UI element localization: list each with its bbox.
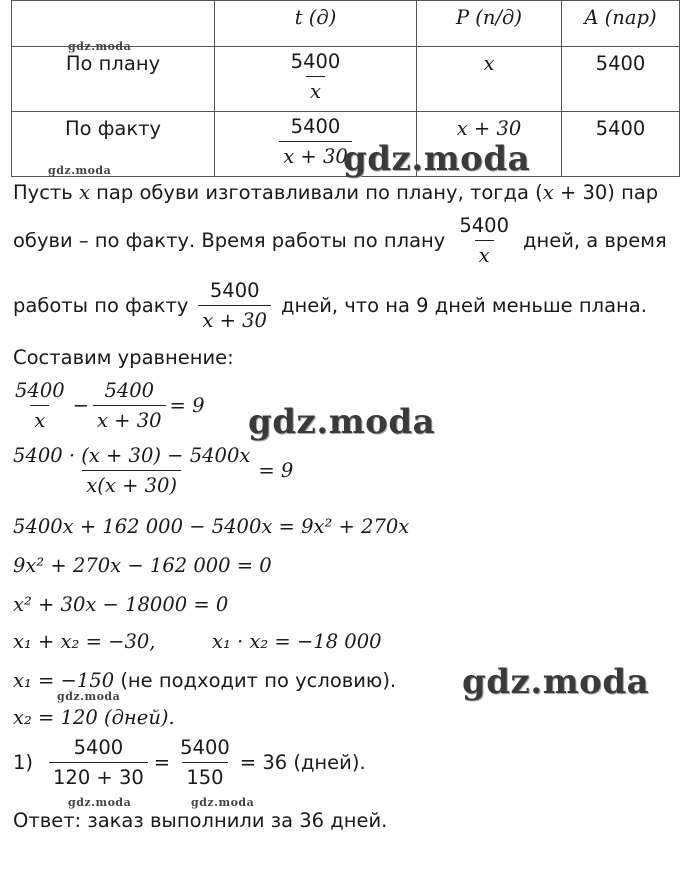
equation-3: 5400x + 162 000 − 5400x = 9x² + 270x [13, 515, 410, 538]
equation-4: 9x² + 270x − 162 000 = 0 [13, 554, 272, 577]
watermark-small-3: gdz.moda [57, 690, 121, 703]
paragraph-3: работы по факту $\frac{5400}{x + 30}$ дней, что на 9 дней меньше плана. [13, 279, 647, 332]
row-fact-a: 5400 [562, 112, 680, 177]
row-plan-t: $\frac{5400}{x}$ [215, 47, 417, 112]
paragraph-4: Составим уравнение: [13, 346, 234, 369]
watermark-1: gdz.moda [343, 139, 531, 179]
equation-5: x² + 30x − 18000 = 0 [13, 593, 229, 616]
watermark-small-2: gdz.moda [48, 164, 112, 177]
equation-2: $\frac{5400 \cdot (x + 30) - 5400x}{x(x + 30)}$ = 9 [13, 444, 294, 497]
row-fact-label: По факту [12, 112, 215, 177]
row-plan-p: x [417, 47, 562, 112]
watermark-3: gdz.moda [462, 662, 650, 702]
paragraph-1: Пусть x пар обуви изготавливали по плану, тогда (x + 30) пар [13, 181, 659, 204]
equation-6b: x₁ · x₂ = −18 000 [212, 630, 382, 653]
equation-8: x₂ = 120 (дней). [13, 706, 175, 729]
equation-7: x₁ = −150 (не подходит по условию). [13, 669, 397, 692]
header-p: P (п/д) [417, 1, 562, 47]
watermark-small-4: gdz.moda [68, 796, 132, 809]
row-fact-t: $\frac{5400}{x + 30}$ [215, 112, 417, 177]
watermark-small-5: gdz.moda [191, 796, 255, 809]
paragraph-2: обуви – по факту. Время работы по плану $\frac{5400}{x}$ дней, а время [13, 214, 667, 267]
row-plan-a: 5400 [562, 47, 680, 112]
row-plan-label: По плану [12, 47, 215, 112]
equation-1: $\frac{5400}{x}$ − $\frac{5400}{x + 30}$ = 9 [15, 379, 205, 432]
watermark-small-1: gdz.moda [68, 40, 132, 53]
watermark-2: gdz.moda [248, 402, 436, 442]
step-1: 1) $\frac{5400}{120 + 30}$ = $\frac{5400}{150}$ = 36 (дней). [13, 736, 366, 789]
equation-6a: x₁ + x₂ = −30, [13, 630, 156, 653]
answer: Ответ: заказ выполнили за 36 дней. [13, 809, 388, 832]
header-t: t (д) [215, 1, 417, 47]
row-fact-p: x + 30 [417, 112, 562, 177]
header-a: A (пар) [562, 1, 680, 47]
